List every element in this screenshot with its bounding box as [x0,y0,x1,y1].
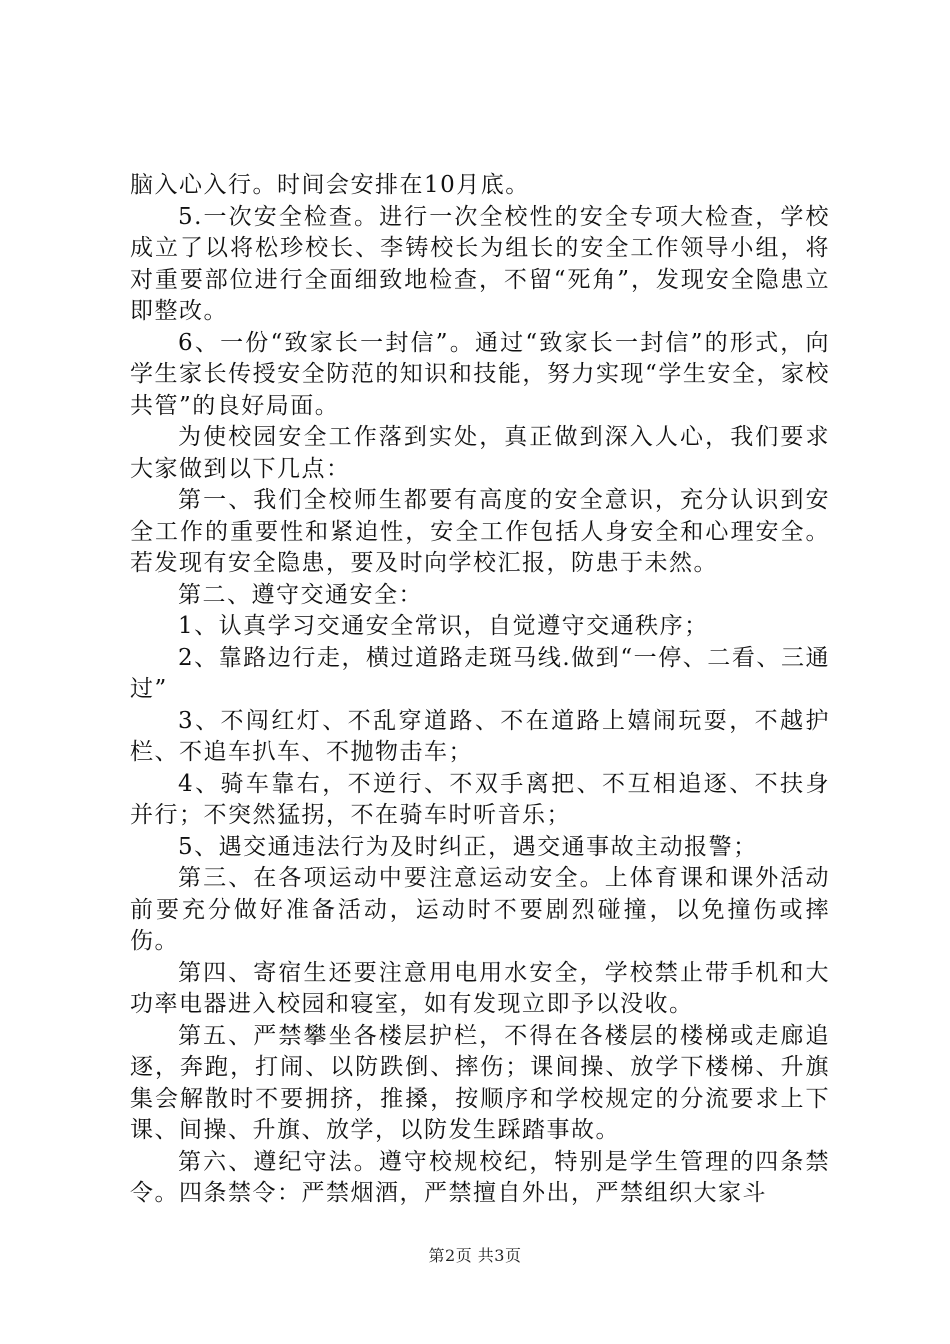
paragraph-11: 5、遇交通违法行为及时纠正，遇交通事故主动报警； [178,833,758,860]
paragraph-3: 6、一份“致家长一封信”。通过“致家长一封信”的形式，向学生家长传授安全防范的知识和技能，努力实现“学生安全，家校共管”的良好局面。 [130,329,830,419]
paragraph-2: 5.一次安全检查。进行一次全校性的安全专项大检查，学校成立了以将松珍校长、李铸校长为组长的安全工作领导小组，将对重要部位进行全面细致地检查，不留“死角”，发现安全隐患立即整改。 [130,203,830,324]
paragraph-1: 脑入心入行。时间会安排在10月底。 [130,172,530,198]
paragraph-9: 3、不闯红灯、不乱穿道路、不在道路上嬉闹玩耍，不越护栏、不追车扒车、不抛物击车； [130,707,830,765]
page-number-footer: 第2页 共3页 [428,1246,522,1265]
paragraph-15: 第六、遵纪守法。遵守校规校纪，特别是学生管理的四条禁令。四条禁令：严禁烟酒，严禁擅自外出，严禁组织大家斗 [130,1148,830,1206]
paragraph-6: 第二、遵守交通安全： [178,581,423,608]
paragraph-7: 1、认真学习交通安全常识，自觉遵守交通秩序； [178,613,709,639]
paragraph-13: 第四、寄宿生还要注意用电用水安全，学校禁止带手机和大功率电器进入校园和寝室，如有发现立即予以没收。 [130,959,830,1017]
paragraph-8: 2、靠路边行走，横过道路走斑马线.做到“一停、二看、三通过” [130,644,830,702]
paragraph-5: 第一、我们全校师生都要有高度的安全意识，充分认识到安全工作的重要性和紧迫性，安全工作包括人身安全和心理安全。若发现有安全隐患，要及时向学校汇报，防患于未然。 [130,487,830,576]
document-body [130,170,830,1210]
paragraph-12: 第三、在各项运动中要注意运动安全。上体育课和课外活动前要充分做好准备活动，运动时不要剧烈碰撞，以免撞伤或摔伤。 [130,865,830,954]
paragraph-10: 4、骑车靠右，不逆行、不双手离把、不互相追逐、不扶身并行；不突然猛拐，不在骑车时听音乐； [130,770,830,828]
paragraph-14: 第五、严禁攀坐各楼层护栏，不得在各楼层的楼梯或走廊追逐，奔跑，打闹、以防跌倒、摔伤；课间操、放学下楼梯、升旗集会解散时不要拥挤，推搡，按顺序和学校规定的分流要求上下课、间操、升旗、放学，以防发生踩踏事故。 [130,1022,830,1143]
paragraph-4: 为使校园安全工作落到实处，真正做到深入人心，我们要求大家做到以下几点： [130,424,830,482]
